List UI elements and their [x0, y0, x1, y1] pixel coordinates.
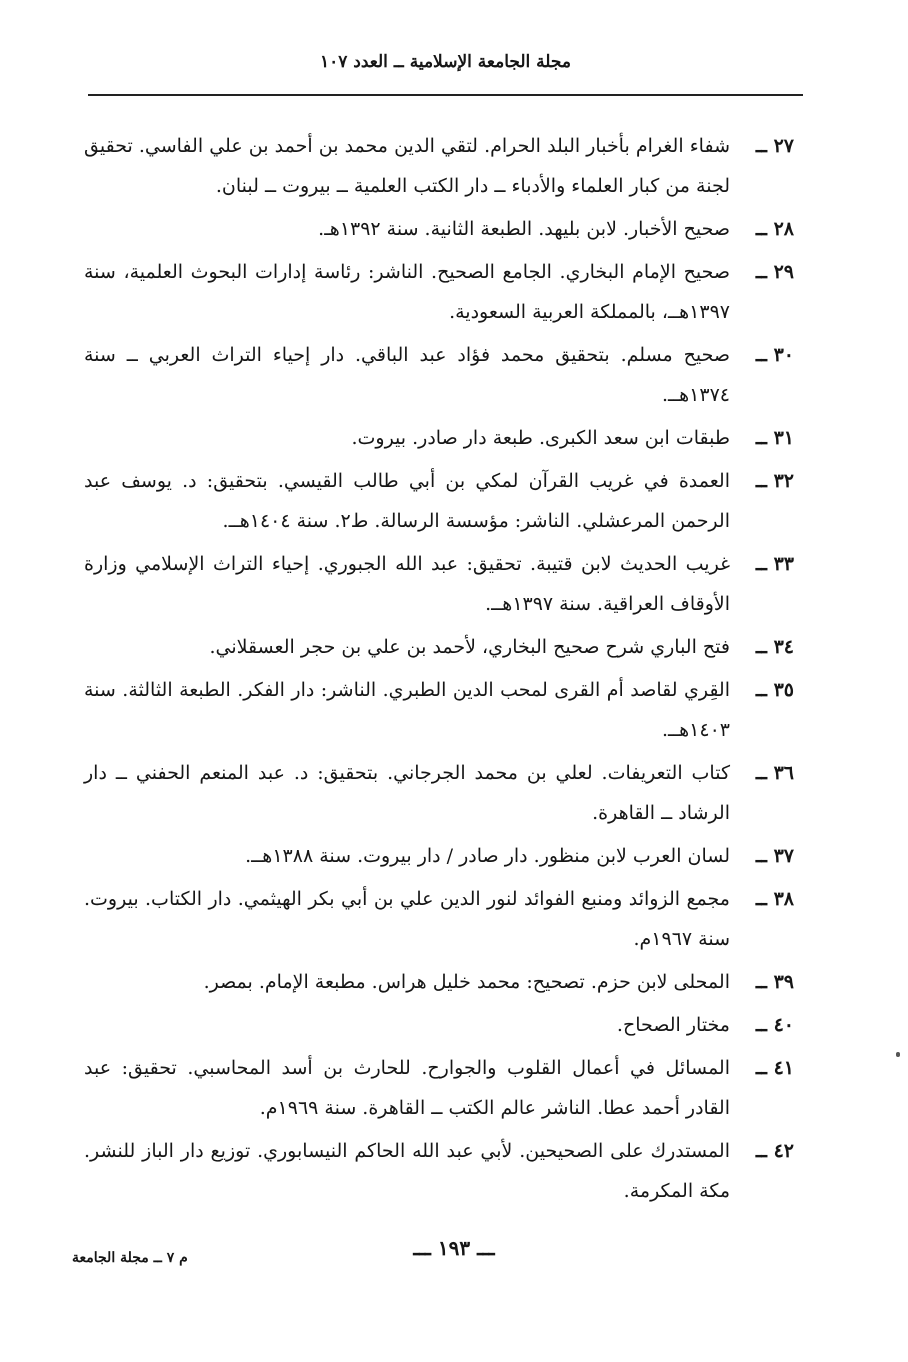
reference-item-29 [84, 252, 794, 332]
reference-number: ٣٣ ــ [755, 553, 794, 575]
reference-text: غريب الحديث لابن قتيبة. تحقيق: عبد الله الجبوري. إحياء التراث الإسلامي وزارة الأوقاف العراقية. سنة ١٣٩٧هــ. [84, 553, 730, 615]
reference-text: القِري لقاصد أم القرى لمحب الدين الطبري. الناشر: دار الفكر. الطبعة الثالثة. سنة ١٤٠٣هــ. [84, 679, 730, 741]
reference-text: فتح الباري شرح صحيح البخاري، لأحمد بن علي بن حجر العسقلاني. [209, 636, 730, 658]
reference-text: صحيح الإمام البخاري. الجامع الصحيح. الناشر: رئاسة إدارات البحوث العلمية، سنة ١٣٩٧هــ، بالمملكة العربية السعودية. [84, 261, 730, 323]
scan-mark [896, 1052, 900, 1057]
reference-item-34 [84, 627, 794, 667]
reference-text: العمدة في غريب القرآن لمكي بن أبي طالب القيسي. بتحقيق: د. يوسف عبد الرحمن المرعشلي. الناشر: مؤسسة الرسالة. ط٢. سنة ١٤٠٤هــ. [84, 470, 730, 532]
reference-number: ٣٠ ــ [755, 344, 794, 366]
reference-text: مختار الصحاح. [616, 1014, 730, 1036]
reference-text: المستدرك على الصحيحين. لأبي عبد الله الحاكم النيسابوري. توزيع دار الباز للنشر. مكة المكرمة. [84, 1140, 730, 1202]
reference-item-32 [84, 461, 794, 541]
reference-item-28 [84, 209, 794, 249]
page-number: ـــ ١٩٣ ـــ [413, 1236, 495, 1260]
reference-number: ٣٧ ــ [755, 845, 794, 867]
reference-text: لسان العرب لابن منظور. دار صادر / دار بيروت. سنة ١٣٨٨هــ. [245, 845, 730, 867]
reference-item-40 [84, 1005, 794, 1045]
references-list [84, 126, 794, 1214]
reference-item-39 [84, 962, 794, 1002]
footer-signature: م ٧ ــ مجلة الجامعة [72, 1250, 188, 1266]
reference-number: ٤٠ ــ [755, 1014, 794, 1036]
reference-number: ٤٢ ــ [755, 1140, 794, 1162]
reference-text: مجمع الزوائد ومنبع الفوائد لنور الدين علي بن أبي بكر الهيثمي. دار الكتاب. بيروت. سنة ١٩٦٧م. [84, 888, 730, 950]
page-header-title: مجلة الجامعة الإسلامية ــ العدد ١٠٧ [319, 52, 571, 72]
reference-number: ٢٨ ــ [755, 218, 794, 240]
reference-text: صحيح الأخبار. لابن بليهد. الطبعة الثانية. سنة ١٣٩٢هـ. [318, 218, 730, 240]
reference-item-35 [84, 670, 794, 750]
reference-number: ٢٩ ــ [755, 261, 794, 283]
reference-item-41 [84, 1048, 794, 1128]
reference-item-30 [84, 335, 794, 415]
reference-text: طبقات ابن سعد الكبرى. طبعة دار صادر. بيروت. [351, 427, 730, 449]
reference-number: ٣٨ ــ [755, 888, 794, 910]
reference-text: صحيح مسلم. بتحقيق محمد فؤاد عبد الباقي. دار إحياء التراث العربي ــ سنة ١٣٧٤هــ. [84, 344, 730, 406]
reference-item-38 [84, 879, 794, 959]
reference-text: المسائل في أعمال القلوب والجوارح. للحارث بن أسد المحاسبي. تحقيق: عبد القادر أحمد عطا. الناشر عالم الكتب ــ القاهرة. سنة ١٩٦٩م. [84, 1057, 730, 1119]
reference-text: المحلى لابن حزم. تصحيح: محمد خليل هراس. مطبعة الإمام. بمصر. [203, 971, 730, 993]
reference-text: شفاء الغرام بأخبار البلد الحرام. لتقي الدين محمد بن أحمد بن علي الفاسي. تحقيق لجنة من كبار العلماء والأدباء ــ دار الكتب العلمية ــ بيروت ــ لبنان. [84, 135, 730, 197]
reference-text: كتاب التعريفات. لعلي بن محمد الجرجاني. بتحقيق: د. عبد المنعم الحفني ــ دار الرشاد ــ القاهرة. [84, 762, 730, 824]
reference-number: ٣٤ ــ [755, 636, 794, 658]
reference-item-42 [84, 1131, 794, 1211]
header-divider [88, 94, 803, 96]
reference-number: ٣١ ــ [755, 427, 794, 449]
reference-item-31 [84, 418, 794, 458]
reference-item-27 [84, 126, 794, 206]
reference-number: ٢٧ ــ [755, 135, 794, 157]
reference-item-36 [84, 753, 794, 833]
reference-item-37 [84, 836, 794, 876]
reference-number: ٤١ ــ [755, 1057, 794, 1079]
reference-item-33 [84, 544, 794, 624]
reference-number: ٣٢ ــ [755, 470, 794, 492]
reference-number: ٣٩ ــ [755, 971, 794, 993]
reference-number: ٣٥ ــ [755, 679, 794, 701]
reference-number: ٣٦ ــ [755, 762, 794, 784]
